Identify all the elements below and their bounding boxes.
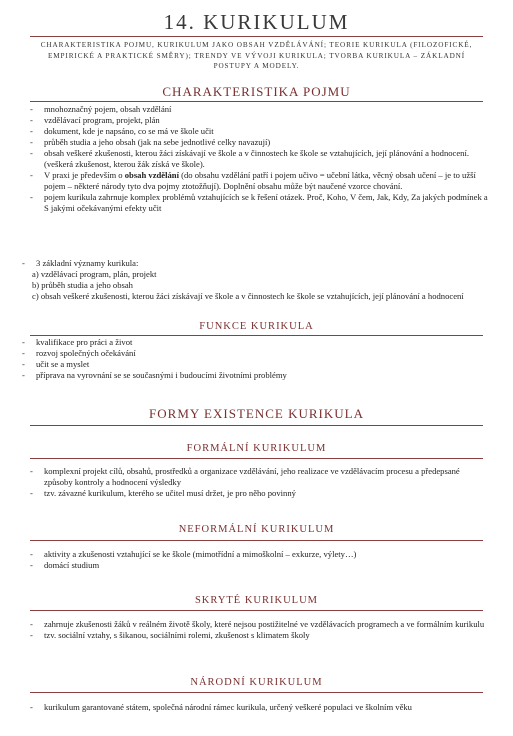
section-heading-skryte: SKRYTÉ KURIKULUM xyxy=(194,595,319,606)
vyznamy-list xyxy=(22,258,490,269)
list-item: - příprava na vyrovnání se se současnými i budoucími životními problémy xyxy=(22,370,287,380)
section-divider xyxy=(30,101,483,102)
list-item: - domácí studium xyxy=(30,560,100,570)
list-item: - tzv. závazné kurikulum, kterého se učitel musí držet, je pro něho povinný xyxy=(30,488,296,498)
page-subtitle: CHARAKTERISTIKA POJMU, KURIKULUM JAKO OBSAH VZDĚLÁVÁNÍ; TEORIE KURIKULA (FILOZOFICKÉ, EMPIRICKÉ A PRAKTICKÉ SMĚRY); TRENDY VE VÝVOJI KURIKULA; TVORBA KURIKULA – ZÁKLADNÍ POSTUPY A MODELY. xyxy=(40,41,473,70)
list-item: - učit se a myslet xyxy=(22,359,90,369)
vyznamy-sublist xyxy=(32,269,490,302)
list-item: - obsah veškeré zkušenosti, kterou žáci získávají ve škole a v činnostech ke škole se vztahujících, její plánování a hodnocení. (veškerá zkušenost, kterou žák získá ve škole). xyxy=(30,148,470,169)
section-divider xyxy=(30,458,483,459)
list-item: - zahrnuje zkušenosti žáků v reálném životě školy, které nejsou postižitelné ve vzdělávacích programech a ve formálním kurikulu xyxy=(30,619,485,629)
narodni-list xyxy=(30,702,490,713)
list-item: b) průběh studia a jeho obsah xyxy=(32,280,133,290)
section-divider xyxy=(30,610,483,611)
section-divider xyxy=(30,692,483,693)
section-heading-formy: FORMY EXISTENCE KURIKULA xyxy=(149,406,364,421)
section-divider xyxy=(30,335,483,336)
neformalni-list xyxy=(30,549,490,571)
skryte-list xyxy=(30,619,490,641)
list-item: - vzdělávací program, projekt, plán xyxy=(30,115,160,125)
list-item: - kurikulum garantované státem, společná národní rámec kurikula, určený veškeré populaci ve školním věku xyxy=(30,702,412,712)
list-item: c) obsah veškeré zkušenosti, kterou žáci získávají ve škole a v činnostech ke škole se vztahujících, její plánování a hodnocení xyxy=(32,291,464,301)
section-heading-narodni: NÁRODNÍ KURIKULUM xyxy=(190,677,323,688)
section-heading-charakteristika: CHARAKTERISTIKA POJMU xyxy=(162,84,351,99)
list-item: - kvalifikace pro práci a život xyxy=(22,337,133,347)
list-item: - rozvoj společných očekávání xyxy=(22,348,136,358)
title-divider xyxy=(30,36,483,37)
section-divider xyxy=(30,425,483,426)
list-item: - tzv. sociální vztahy, s šikanou, sociálními rolemi, zkušenost s klimatem školy xyxy=(30,630,310,640)
list-item: - mnohoznačný pojem, obsah vzdělání xyxy=(30,104,172,114)
list-item: - 3 základní významy kurikula: xyxy=(22,258,139,268)
section-heading-funkce: FUNKCE KURIKULA xyxy=(199,321,314,332)
list-item: - pojem kurikula zahrnuje komplex problémů vztahujících se k řešení otázek. Proč, Koho, V čem, Jak, Kdy, Za jakých podmínek a S jakými očekávanými efekty učit xyxy=(30,192,488,213)
section-divider xyxy=(30,540,483,541)
section-heading-neformalni: NEFORMÁLNÍ KURIKULUM xyxy=(178,524,335,535)
funkce-list xyxy=(22,337,490,381)
charakteristika-list xyxy=(30,104,490,214)
section-heading-formalni: FORMÁLNÍ KURIKULUM xyxy=(186,443,327,454)
formalni-list xyxy=(30,466,490,499)
list-item: a) vzdělávací program, plán, projekt xyxy=(32,269,157,279)
list-item: - průběh studia a jeho obsah (jak na sebe jednotlivé celky navazují) xyxy=(30,137,271,147)
list-item: - dokument, kde je napsáno, co se má ve škole učit xyxy=(30,126,214,136)
list-item: - komplexní projekt cílů, obsahů, prostředků a organizace vzdělávání, jeho realizace ve vzdělávacím procesu a předepsané způsoby kontroly a hodnocení výsledky xyxy=(30,466,460,487)
list-item: - aktivity a zkušenosti vztahující se ke škole (mimotřídní a mimoškolní – exkurze, výlety…) xyxy=(30,549,357,559)
page-title: 14. KURIKULUM xyxy=(163,10,350,34)
list-item: - V praxi je především o obsah vzdělání (do obsahu vzdělání patří i pojem učivo = učební látka, věcný obsah učení – je to užší pojem – některé národy tyto dva pojmy ztotožňují). Doplnění obsahu může být naučené vzorce chování. xyxy=(30,170,476,191)
